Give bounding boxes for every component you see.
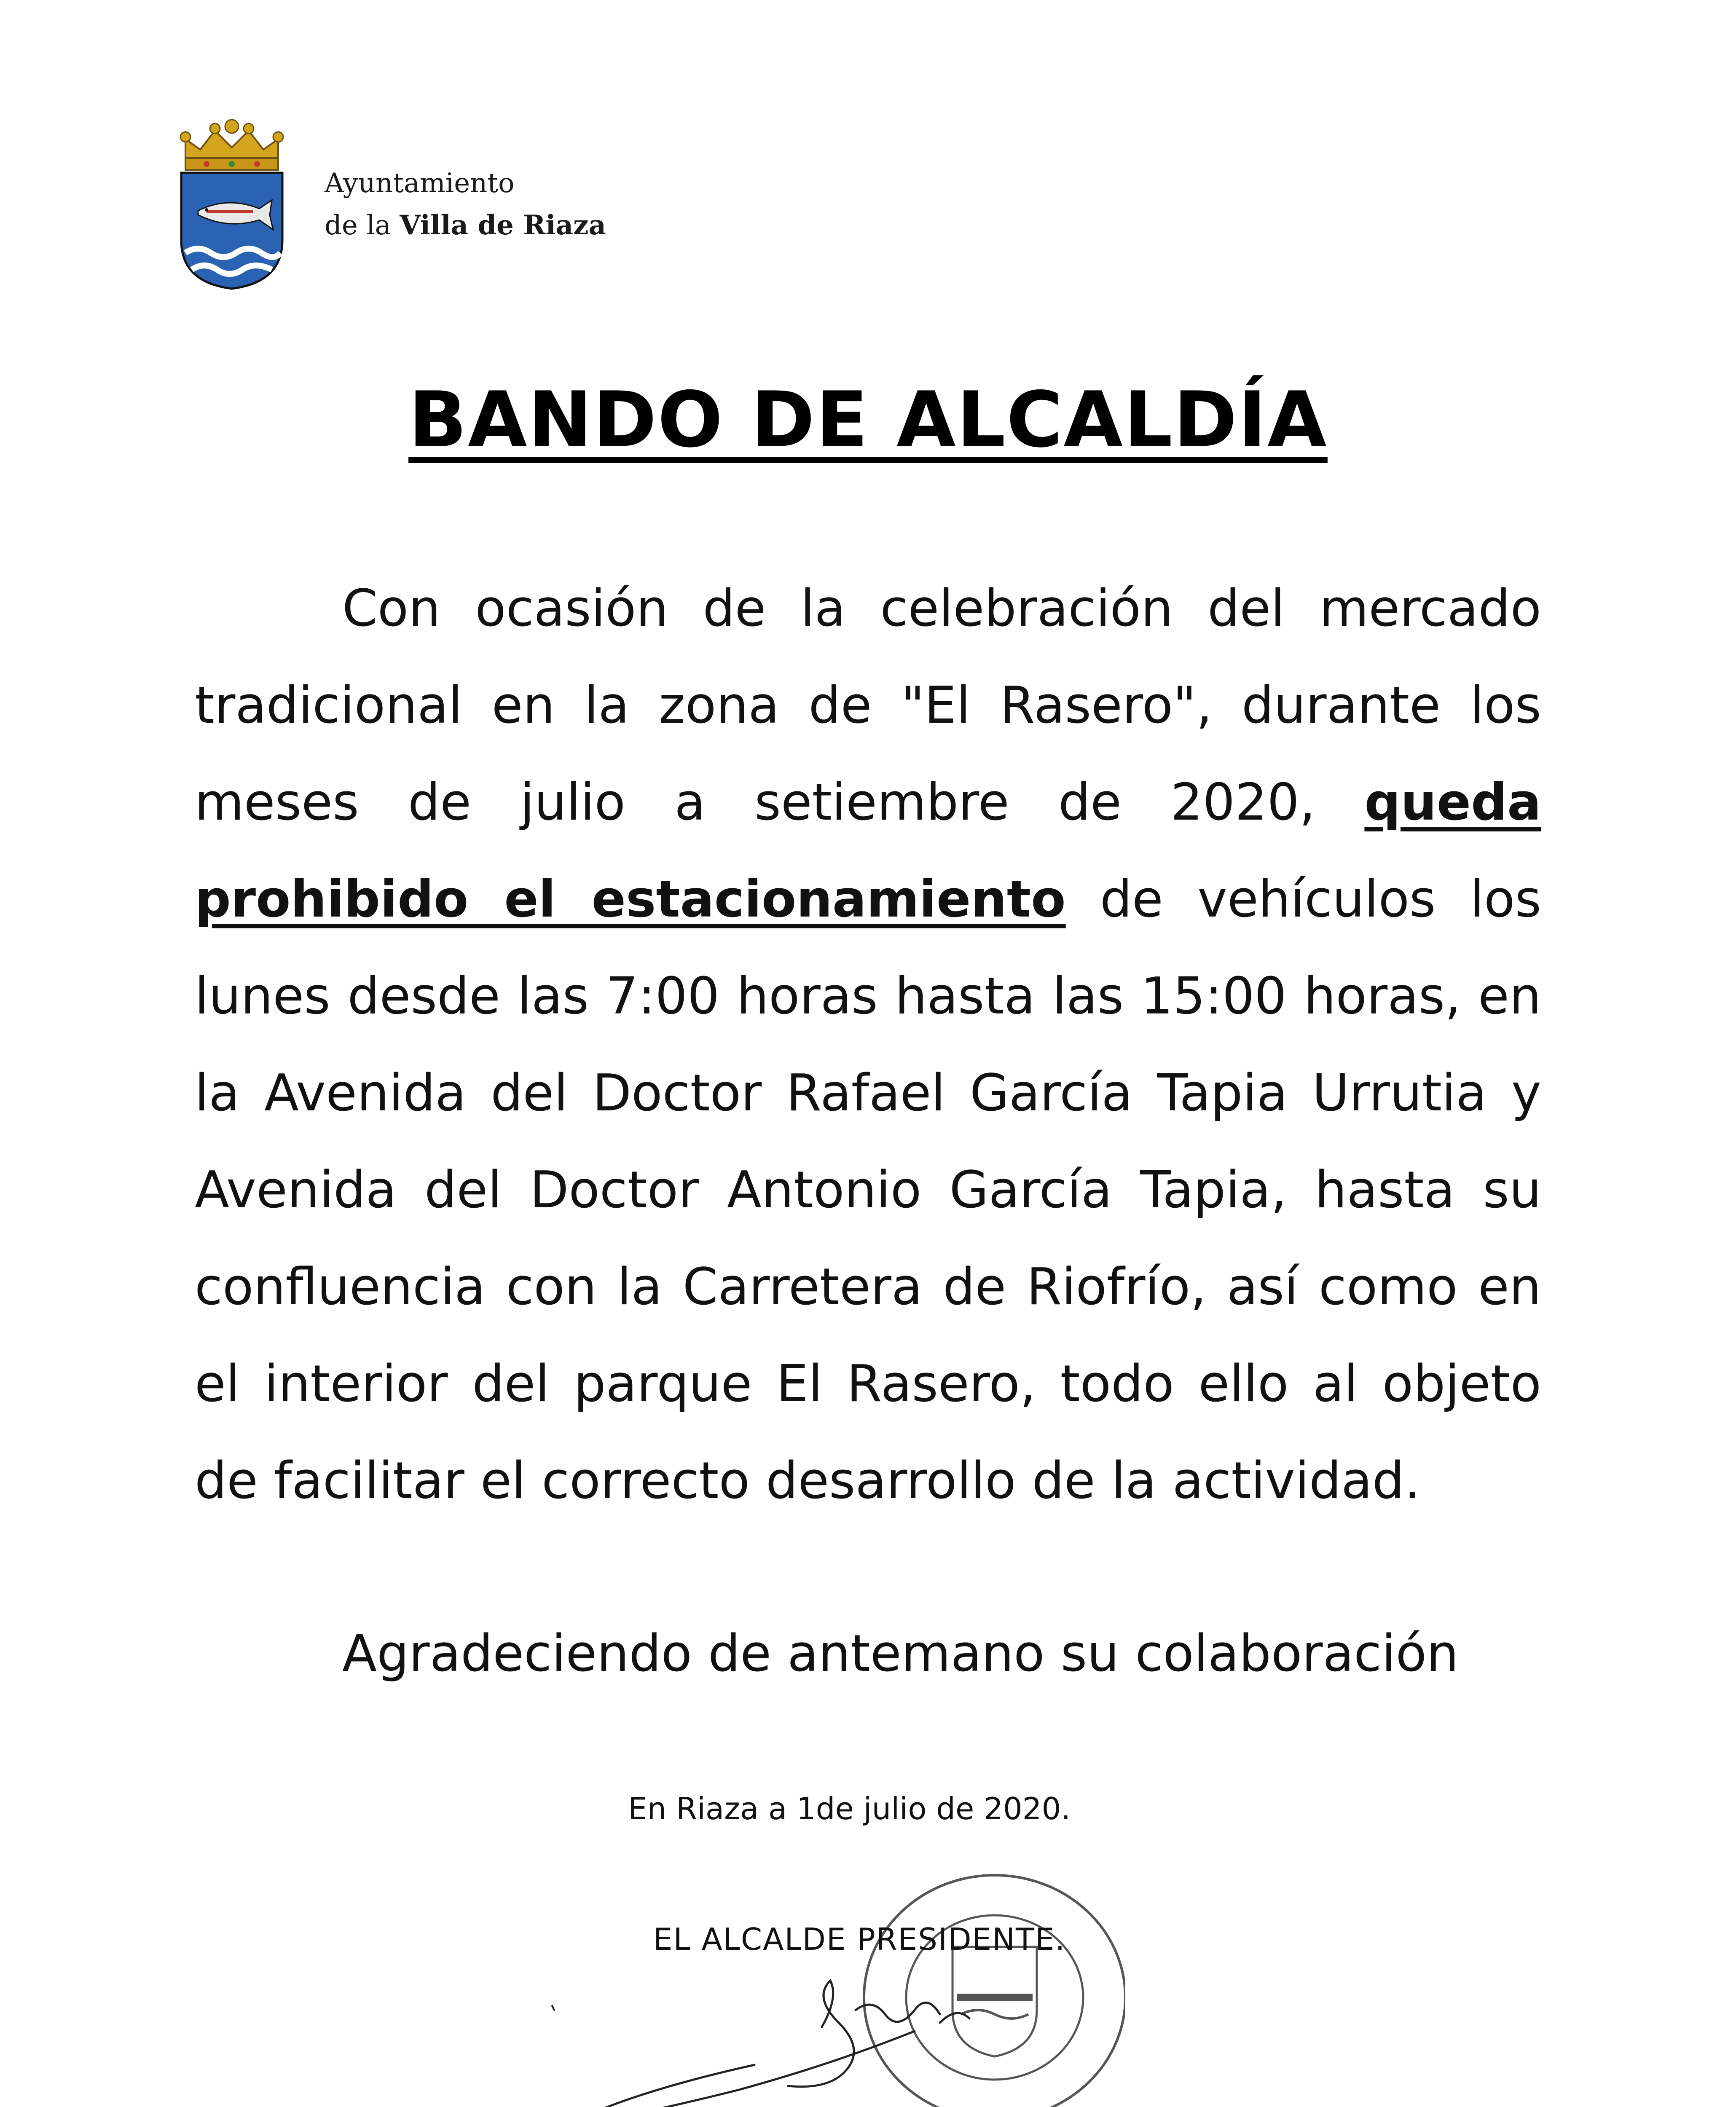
coat-of-arms-logo <box>169 114 295 291</box>
signer-position: EL ALCALDE PRESIDENTE. <box>653 1922 1066 1957</box>
body-paragraph <box>195 560 1541 1530</box>
org-line-2-prefix: de la <box>325 210 400 241</box>
body-emphasis: queda prohibido el estacionamiento <box>195 773 1541 929</box>
place-date: En Riaza a 1de julio de 2020. <box>628 1791 1071 1826</box>
org-line-2 <box>325 204 606 247</box>
body-part-1: Con ocasión de la celebración del mercado tradicional en la zona de "El Rasero", durante los meses de julio a setiembre de 2020, <box>195 579 1541 832</box>
title-text: BANDO DE ALCALDÍA <box>408 375 1328 464</box>
crown-icon <box>180 120 283 170</box>
thanks-line: Agradeciendo de antemano su colaboración <box>342 1624 1459 1683</box>
official-stamp-icon <box>864 1875 1125 2107</box>
signature-and-stamp <box>535 1871 1125 2107</box>
body-part-2: de vehículos los lunes desde las 7:00 horas hasta las 15:00 horas, en la Avenida del Doctor Rafael García Tapia Urrutia y Avenida del Doctor Antonio García Tapia, hasta su confluencia con la Carretera de Riofrío, así como en el interior del parque El Rasero, todo ello al objeto de facilitar el correcto desarrollo de la actividad. <box>195 870 1541 1510</box>
organization-name <box>325 162 606 247</box>
document-title <box>0 375 1736 464</box>
org-line-1: Ayuntamiento <box>325 168 515 199</box>
org-line-2-bold: Villa de Riaza <box>400 209 606 241</box>
shield-icon <box>181 173 282 289</box>
